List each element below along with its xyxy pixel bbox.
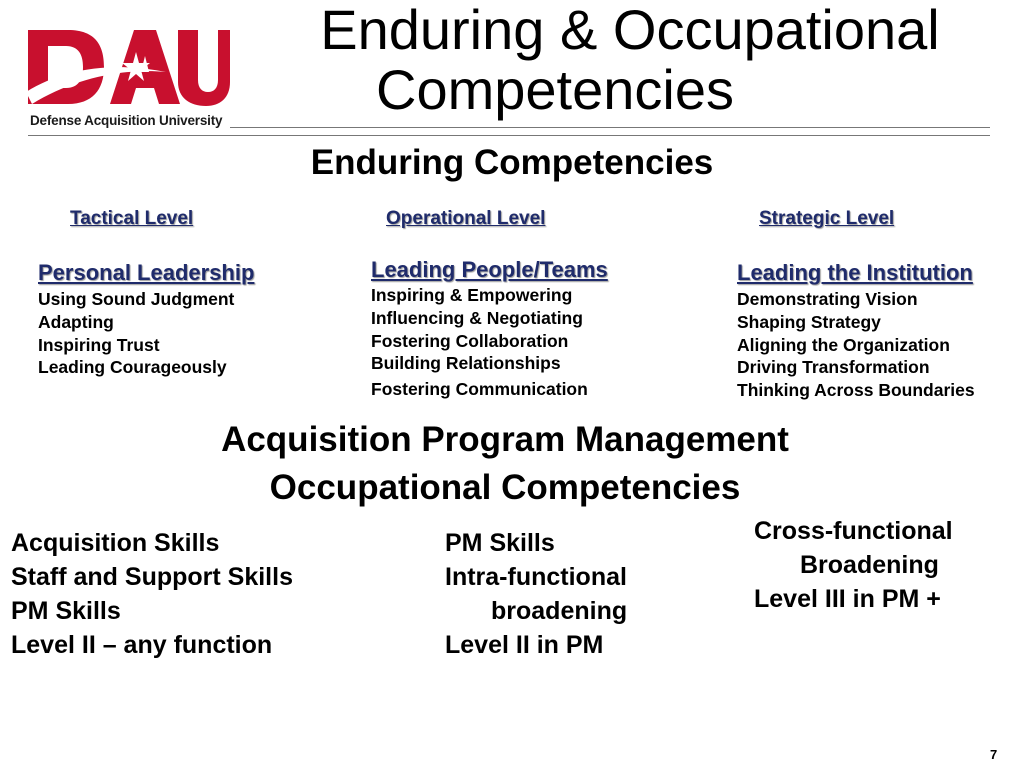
strategic-level-header: Strategic Level <box>759 208 895 229</box>
list-item: Fostering Communication <box>371 379 588 400</box>
list-item: Aligning the Organization <box>737 334 950 355</box>
list-item: PM Skills <box>11 597 121 625</box>
leading-institution-title: Leading the Institution <box>737 260 973 285</box>
list-item: Shaping Strategy <box>737 311 881 332</box>
leading-people-teams-title: Leading People/Teams <box>371 257 608 282</box>
title-line-2: Competencies <box>376 58 734 121</box>
list-item: Level II in PM <box>445 631 604 659</box>
list-item: Building Relationships <box>371 353 561 374</box>
occupational-column-1 <box>11 526 293 662</box>
list-item: Leading Courageously <box>38 357 227 378</box>
title-line-1: Enduring & Occupational <box>320 0 940 61</box>
page-title <box>250 0 1010 120</box>
strategic-competency-list <box>737 288 975 402</box>
list-item: Cross-functional <box>754 517 953 545</box>
title-divider-top <box>230 127 990 128</box>
list-item: Broadening <box>800 551 939 579</box>
list-item: Fostering Collaboration <box>371 330 569 351</box>
occupational-heading <box>0 416 1010 512</box>
tactical-competency-list <box>38 288 234 379</box>
page-number: 7 <box>990 747 998 762</box>
occupational-heading-line-2: Occupational Competencies <box>269 468 741 507</box>
list-item: Demonstrating Vision <box>737 289 918 309</box>
occupational-column-2 <box>445 526 627 662</box>
list-item: Level III in PM + <box>754 585 941 613</box>
enduring-heading: Enduring Competencies <box>310 143 714 182</box>
personal-leadership-title: Personal Leadership <box>38 260 255 285</box>
occupational-heading-line-1: Acquisition Program Management <box>221 420 789 459</box>
list-item: Using Sound Judgment <box>38 289 235 309</box>
list-item: Inspiring Trust <box>38 334 160 355</box>
operational-competency-list <box>371 284 588 401</box>
occupational-column-3 <box>754 514 953 616</box>
list-item: Driving Transformation <box>737 357 930 378</box>
logo-caption: Defense Acquisition University <box>30 113 223 128</box>
list-item: Acquisition Skills <box>11 529 220 557</box>
list-item: PM Skills <box>445 529 555 557</box>
list-item: Adapting <box>38 311 114 332</box>
list-item: Inspiring & Empowering <box>371 285 573 305</box>
list-item: Level II – any function <box>11 631 273 659</box>
list-item: broadening <box>491 597 628 625</box>
list-item: Thinking Across Boundaries <box>737 380 975 401</box>
title-divider-bottom <box>28 135 990 136</box>
tactical-level-header: Tactical Level <box>70 208 194 229</box>
list-item: Staff and Support Skills <box>11 563 293 591</box>
operational-level-header: Operational Level <box>386 208 546 229</box>
list-item: Influencing & Negotiating <box>371 307 583 328</box>
list-item: Intra-functional <box>445 563 627 591</box>
